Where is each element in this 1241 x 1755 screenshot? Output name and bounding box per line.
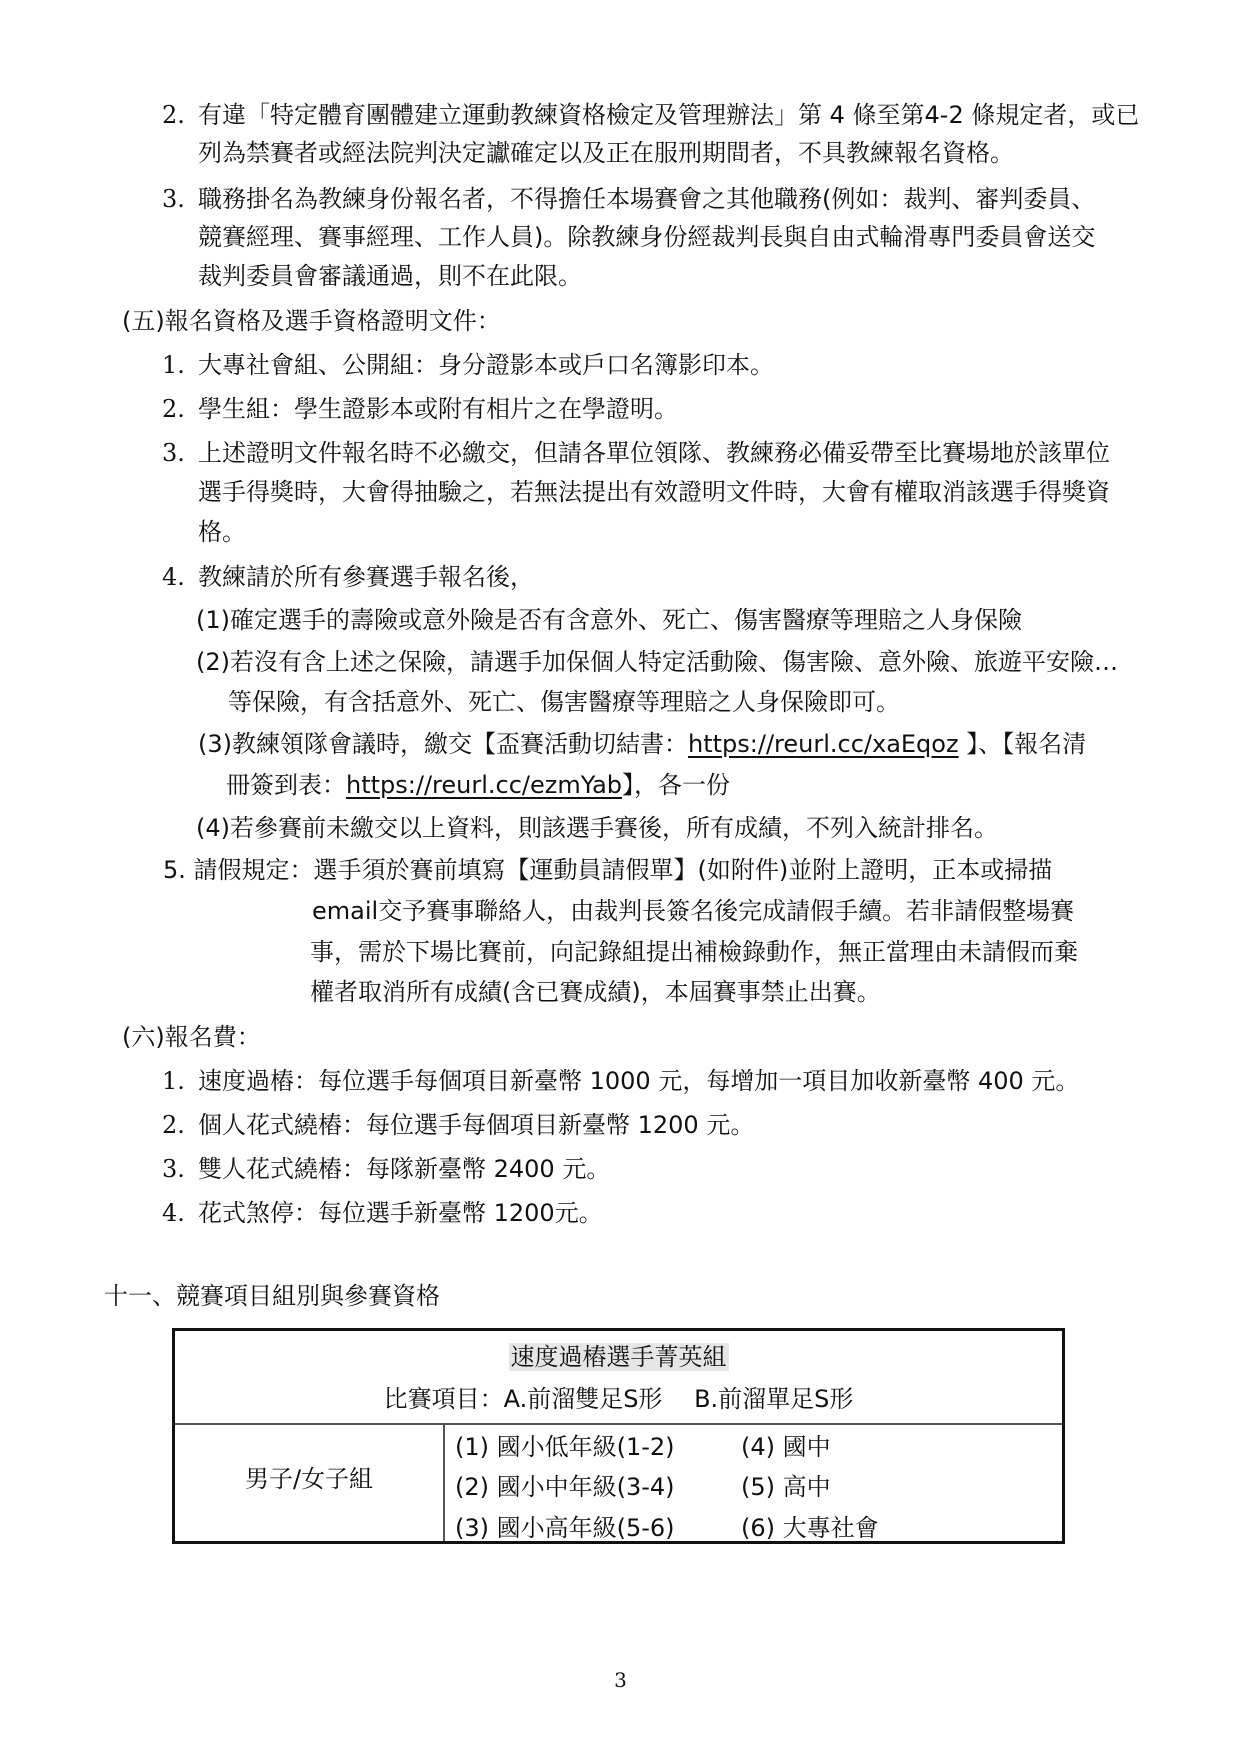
item-number: 1. (162, 1067, 185, 1095)
division-item: (4) 國中 (741, 1433, 831, 1461)
paragraph-line: 職務掛名為教練身份報名者，不得擔任本場賽會之其他職務(例如：裁判、審判委員、 (198, 185, 1096, 213)
event-table (172, 1328, 1065, 1544)
item-number: 2. (162, 395, 185, 423)
item-number: 1. (162, 351, 185, 379)
item-number: 3. (162, 1155, 185, 1183)
sub-item-text: 】，各一份 (622, 771, 731, 799)
paragraph-line: 大專社會組、公開組：身分證影本或戶口名簿影印本。 (198, 351, 774, 379)
paragraph-line: 速度過樁：每位選手每個項目新臺幣 1000 元，每增加一項目加收新臺幣 400 元。 (198, 1067, 1080, 1095)
section-heading: (六)報名費： (122, 1023, 261, 1051)
table-title (175, 1339, 1062, 1375)
paragraph-line: 教練請於所有參賽選手報名後， (198, 563, 534, 591)
sub-item-continued: 等保險，有含括意外、死亡、傷害醫療等理賠之人身保險即可。 (228, 688, 900, 716)
item-number: 4. (162, 563, 185, 591)
sub-item (198, 727, 1086, 761)
item-number: 2. (162, 1111, 185, 1139)
paragraph-line: email交予賽事聯絡人，由裁判長簽名後完成請假手續。若非請假整場賽 (312, 897, 1075, 925)
division-item: (1) 國小低年級(1-2) (455, 1433, 675, 1461)
table-title-text: 速度過樁選手菁英組 (510, 1343, 727, 1371)
paragraph-line: 列為禁賽者或經法院判決定讞確定以及正在服刑期間者，不具教練報名資格。 (198, 139, 1014, 167)
group-cell: 男子/女子組 (244, 1465, 374, 1493)
sub-item-text: 】、【報名清 (958, 730, 1087, 758)
paragraph-line: 雙人花式繞樁：每隊新臺幣 2400 元。 (198, 1155, 611, 1183)
item-number: 4. (162, 1199, 185, 1227)
sub-item-text: (3)教練領隊會議時，繳交【盃賽活動切結書： (198, 730, 688, 758)
paragraph-line: 學生組：學生證影本或附有相片之在學證明。 (198, 395, 678, 423)
sub-item-text: 冊簽到表： (226, 771, 346, 799)
division-item: (3) 國小高年級(5-6) (455, 1514, 675, 1542)
signin-sheet-link[interactable]: https://reurl.cc/ezmYab (346, 771, 623, 799)
table-events: 比賽項目：A.前溜雙足S形 B.前溜單足S形 (383, 1385, 854, 1413)
paragraph-line: 有違「特定體育團體建立運動教練資格檢定及管理辦法」第 4 條至第4-2 條規定者，或已 (198, 101, 1140, 129)
paragraph-line: 權者取消所有成績(含已賽成績)，本屆賽事禁止出賽。 (310, 978, 881, 1006)
commitment-form-link[interactable]: https://reurl.cc/xaEqoz (688, 730, 959, 758)
paragraph-line: 選手得獎時，大會得抽驗之，若無法提出有效證明文件時，大會有權取消該選手得獎資 (198, 478, 1110, 506)
paragraph-line: 花式煞停：每位選手新臺幣 1200元。 (198, 1199, 603, 1227)
table-divider (175, 1423, 1062, 1425)
paragraph-line: 事，需於下場比賽前，向記錄組提出補檢錄動作，無正當理由未請假而棄 (310, 938, 1078, 966)
division-item: (6) 大專社會 (741, 1514, 879, 1542)
section-heading: 十一、競賽項目組別與參賽資格 (104, 1282, 440, 1310)
table-column-divider (443, 1423, 445, 1541)
paragraph-line: 個人花式繞樁：每位選手每個項目新臺幣 1200 元。 (198, 1111, 755, 1139)
sub-item: (4)若參賽前未繳交以上資料，則該選手賽後，所有成績，不列入統計排名。 (196, 814, 998, 842)
division-item: (5) 高中 (741, 1473, 831, 1501)
page-number: 3 (614, 1668, 627, 1692)
paragraph-line: 競賽經理、賽事經理、工作人員)。除教練身份經裁判長與自由式輪滑專門委員會送交 (198, 223, 1096, 251)
sub-item: (2)若沒有含上述之保險，請選手加保個人特定活動險、傷害險、意外險、旅遊平安險… (196, 648, 1118, 676)
division-item: (2) 國小中年級(3-4) (455, 1473, 675, 1501)
item-number: 3. (162, 439, 185, 467)
sub-item-continued (226, 768, 730, 802)
paragraph-line: 裁判委員會審議通過，則不在此限。 (198, 262, 582, 290)
section-heading: (五)報名資格及選手資格證明文件： (122, 307, 501, 335)
item-number: 2. (162, 101, 185, 129)
sub-item: (1)確定選手的壽險或意外險是否有含意外、死亡、傷害醫療等理賠之人身保險 (196, 606, 1022, 634)
paragraph-line: 上述證明文件報名時不必繳交，但請各單位領隊、教練務必備妥帶至比賽場地於該單位 (198, 439, 1110, 467)
paragraph-line: 格。 (198, 518, 246, 546)
paragraph-line: 5. 請假規定：選手須於賽前填寫【運動員請假單】(如附件)並附上證明，正本或掃描 (163, 856, 1053, 884)
item-number: 3. (162, 185, 185, 213)
